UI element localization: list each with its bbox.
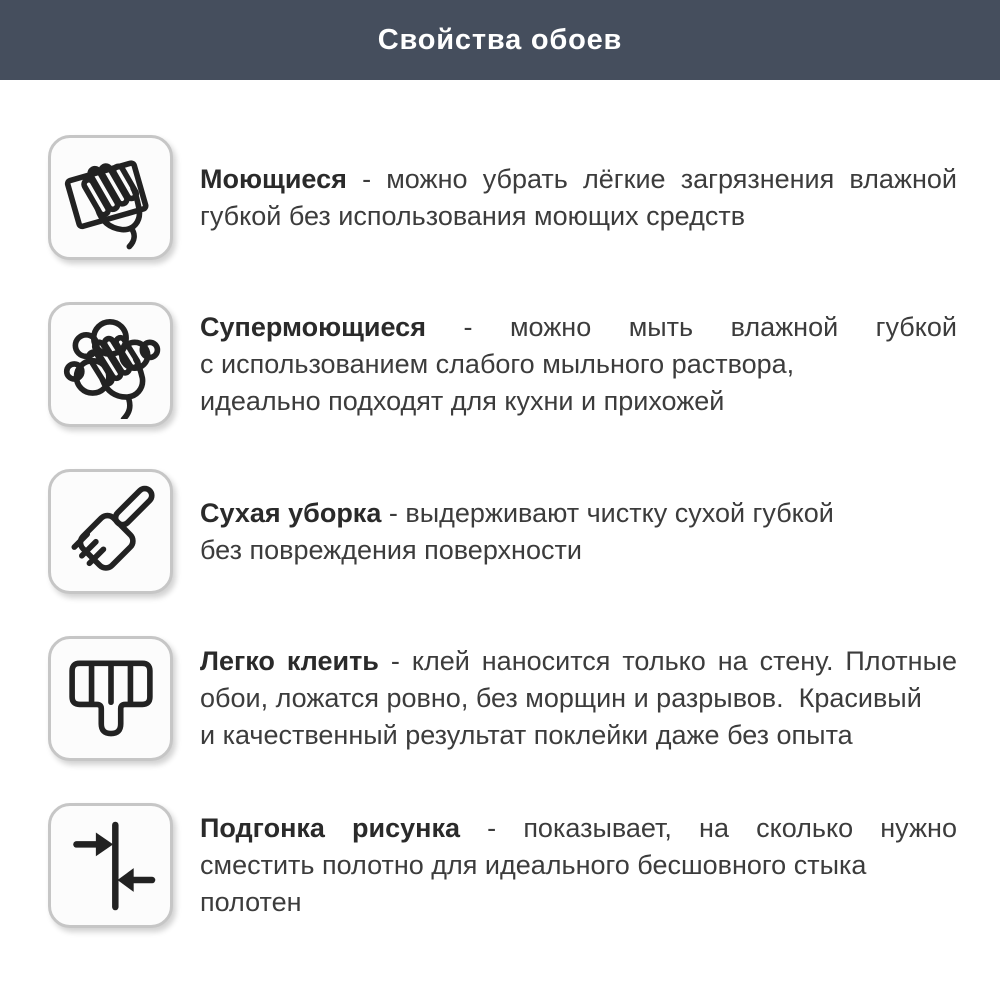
feature-line: с использованием слабого мыльного раствора, — [200, 349, 795, 379]
feature-text — [200, 643, 957, 754]
feature-term: Моющиеся — [200, 163, 347, 194]
feature-text — [200, 495, 957, 569]
feature-line: и качественный результат поклейки даже без опыта — [200, 720, 853, 750]
icon-box — [48, 135, 173, 260]
feature-term: Легко клеить — [200, 646, 379, 676]
feature-text — [200, 161, 957, 235]
feature-line: Моющиеся - можно убрать лёгкие загрязнения влажной — [200, 163, 957, 194]
pattern-match-arrows-icon — [57, 812, 165, 920]
feature-line: губкой без использования моющих средств — [200, 200, 746, 231]
icon-box — [48, 636, 173, 761]
feature-row-pattern-match — [48, 803, 957, 928]
feature-text — [200, 810, 957, 921]
feature-list — [0, 80, 1000, 928]
title-bar — [0, 0, 1000, 80]
feature-line: сместить полотно для идеального бесшовного стыка полотен — [200, 850, 867, 917]
icon-box — [48, 803, 173, 928]
soap-bubbles-hand-icon — [57, 311, 165, 419]
icon-box — [48, 469, 173, 594]
flat-paintbrush-icon — [57, 645, 165, 753]
feature-line: обои, ложатся ровно, без морщин и разрывов. Красивый — [200, 683, 922, 713]
feature-line: идеально подходят для кухни и прихожей — [200, 386, 725, 416]
feature-line: без повреждения поверхности — [200, 534, 582, 565]
feature-text — [200, 309, 957, 420]
feature-line: Сухая уборка - выдерживают чистку сухой губкой — [200, 497, 834, 528]
feature-line: Подгонка рисунка - показывает, на сколько нужно — [200, 813, 957, 843]
wipe-cloth-hand-icon — [57, 144, 165, 252]
whisk-broom-icon — [57, 478, 165, 586]
feature-row-washable — [48, 135, 957, 260]
page-title: Свойства обоев — [377, 23, 623, 56]
feature-line: Легко клеить - клей наносится только на стену. Плотные — [200, 646, 957, 676]
icon-box — [48, 302, 173, 427]
feature-line: Супермоющиеся - можно мыть влажной губкой — [200, 312, 957, 342]
feature-row-dry-cleaning — [48, 469, 957, 594]
feature-term: Подгонка рисунка — [200, 813, 461, 843]
feature-row-easy-glue — [48, 636, 957, 761]
feature-term: Сухая уборка — [200, 497, 382, 528]
feature-term: Супермоющиеся — [200, 312, 426, 342]
feature-row-super-washable — [48, 302, 957, 427]
